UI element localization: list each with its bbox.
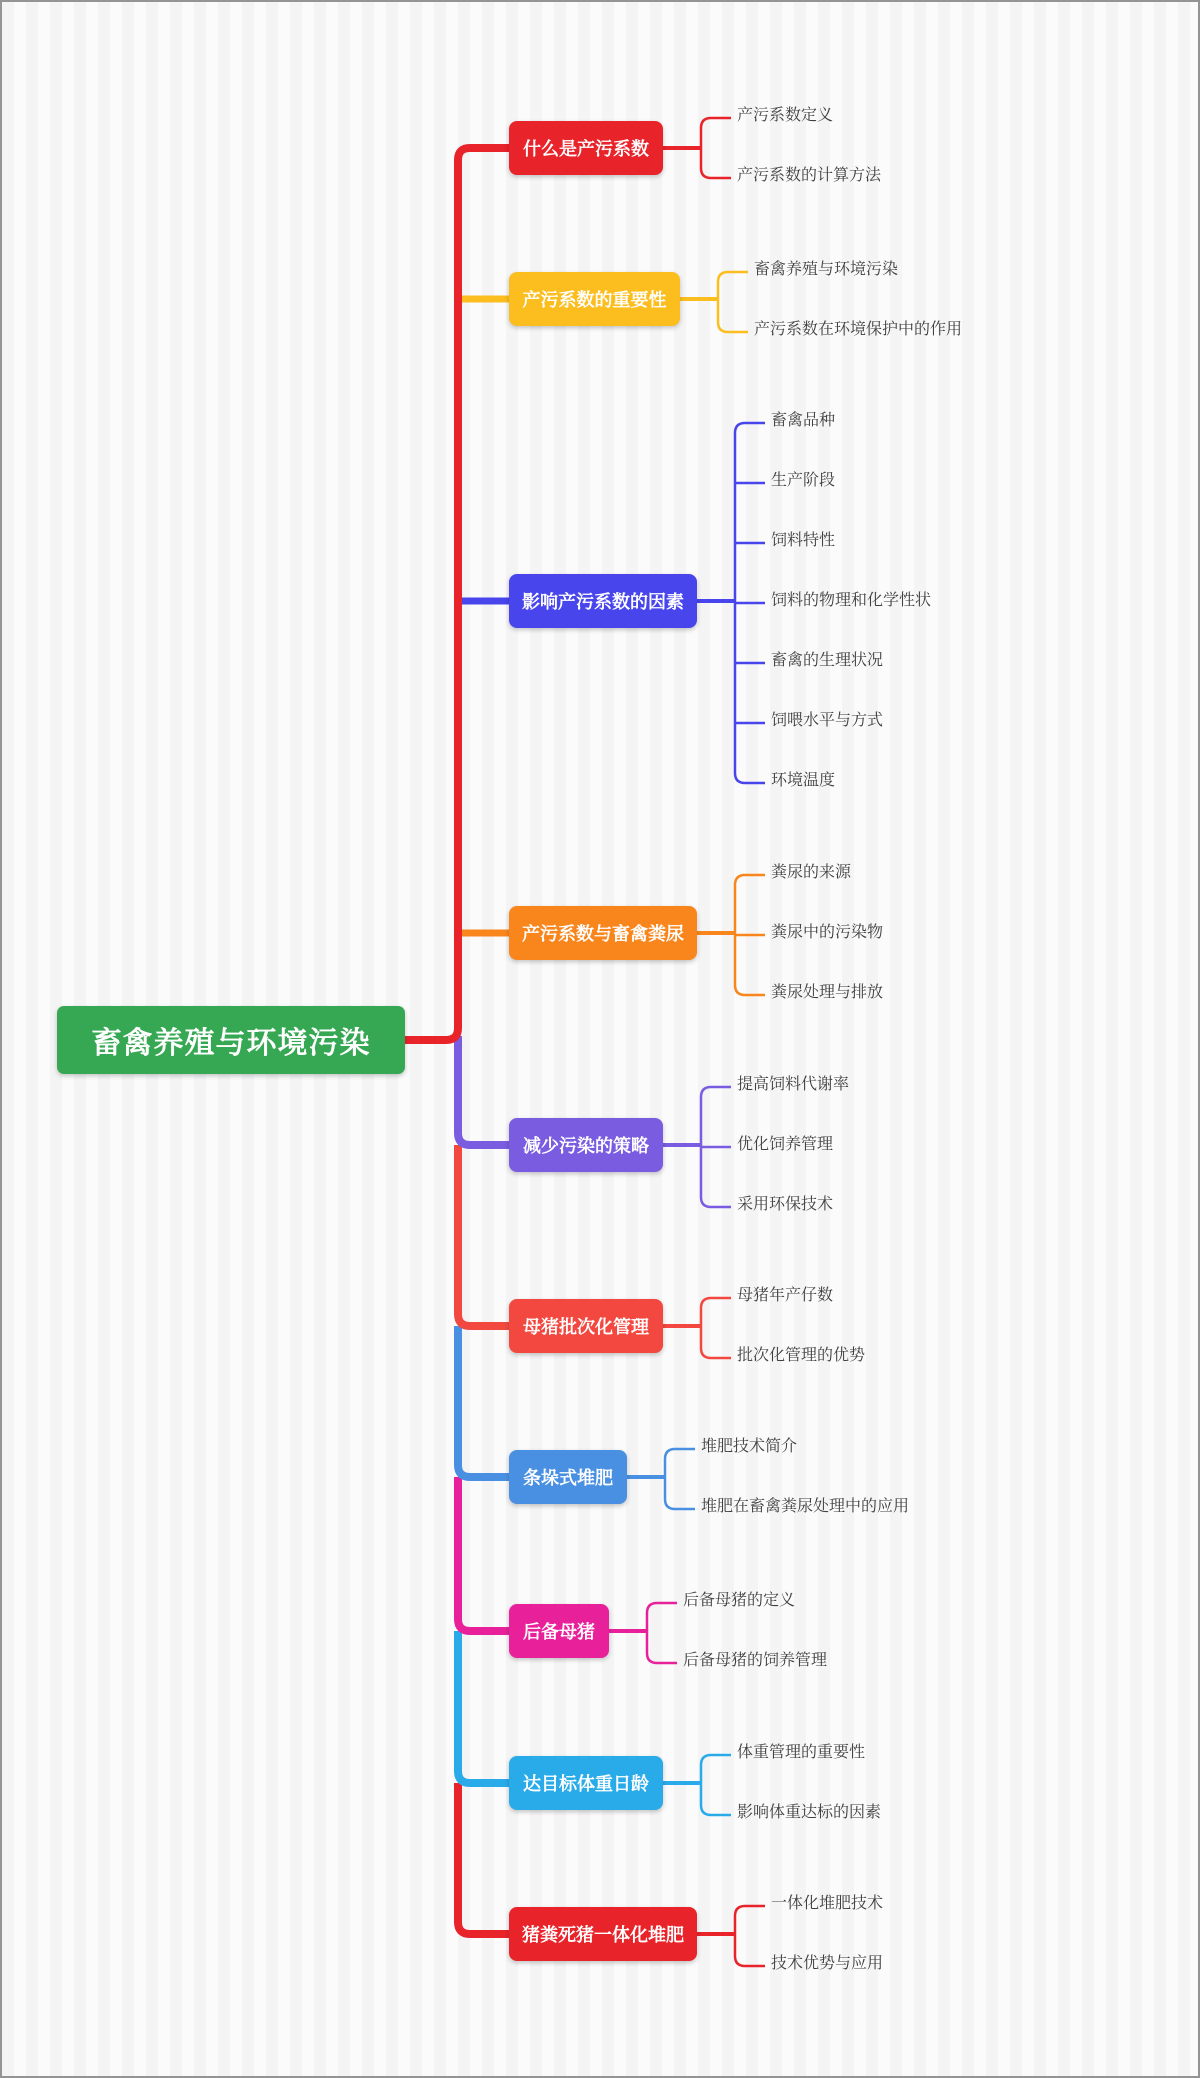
subtopic[interactable]: 饲料特性 [771, 532, 836, 549]
subtopic[interactable]: 粪尿的来源 [771, 864, 852, 881]
branch-topic-3[interactable]: 影响产污系数的因素 [509, 574, 697, 628]
subtopic[interactable]: 后备母猪的定义 [683, 1592, 796, 1609]
subtopic[interactable]: 畜禽的生理状况 [771, 652, 884, 669]
subtopic[interactable]: 堆肥在畜禽粪尿处理中的应用 [701, 1498, 910, 1515]
subtopic[interactable]: 提高饲料代谢率 [737, 1076, 850, 1093]
subtopic[interactable]: 体重管理的重要性 [737, 1744, 866, 1761]
branch-topic-10[interactable]: 猪粪死猪一体化堆肥 [509, 1907, 697, 1961]
subtopic[interactable]: 优化饲养管理 [737, 1136, 834, 1153]
branch-topic-2[interactable]: 产污系数的重要性 [509, 272, 680, 326]
branch-topic-9[interactable]: 达目标体重日龄 [509, 1756, 663, 1810]
branch-topic-4[interactable]: 产污系数与畜禽粪尿 [509, 906, 697, 960]
subtopic[interactable]: 饲料的物理和化学性状 [771, 592, 932, 609]
branch-topic-7[interactable]: 条垛式堆肥 [509, 1450, 627, 1504]
subtopic[interactable]: 一体化堆肥技术 [771, 1895, 884, 1912]
branch-topic-1[interactable]: 什么是产污系数 [509, 121, 663, 175]
subtopic[interactable]: 产污系数在环境保护中的作用 [754, 321, 963, 338]
subtopic[interactable]: 粪尿处理与排放 [771, 984, 884, 1001]
subtopic[interactable]: 畜禽养殖与环境污染 [754, 261, 899, 278]
subtopic[interactable]: 生产阶段 [771, 472, 836, 489]
branch-topic-8[interactable]: 后备母猪 [509, 1604, 609, 1658]
central-topic[interactable]: 畜禽养殖与环境污染 [57, 1006, 405, 1074]
subtopic[interactable]: 技术优势与应用 [771, 1955, 884, 1972]
subtopic[interactable]: 粪尿中的污染物 [771, 924, 884, 941]
subtopic[interactable]: 环境温度 [771, 772, 836, 789]
subtopic[interactable]: 批次化管理的优势 [737, 1347, 866, 1364]
subtopic[interactable]: 后备母猪的饲养管理 [683, 1652, 828, 1669]
subtopic[interactable]: 采用环保技术 [737, 1196, 834, 1213]
branch-topic-6[interactable]: 母猪批次化管理 [509, 1299, 663, 1353]
subtopic[interactable]: 产污系数定义 [737, 107, 834, 124]
subtopic[interactable]: 影响体重达标的因素 [737, 1804, 882, 1821]
subtopic[interactable]: 饲喂水平与方式 [771, 712, 884, 729]
subtopic[interactable]: 堆肥技术简介 [701, 1438, 798, 1455]
subtopic[interactable]: 母猪年产仔数 [737, 1287, 834, 1304]
subtopic[interactable]: 畜禽品种 [771, 412, 836, 429]
branch-topic-5[interactable]: 减少污染的策略 [509, 1118, 663, 1172]
subtopic[interactable]: 产污系数的计算方法 [737, 167, 882, 184]
